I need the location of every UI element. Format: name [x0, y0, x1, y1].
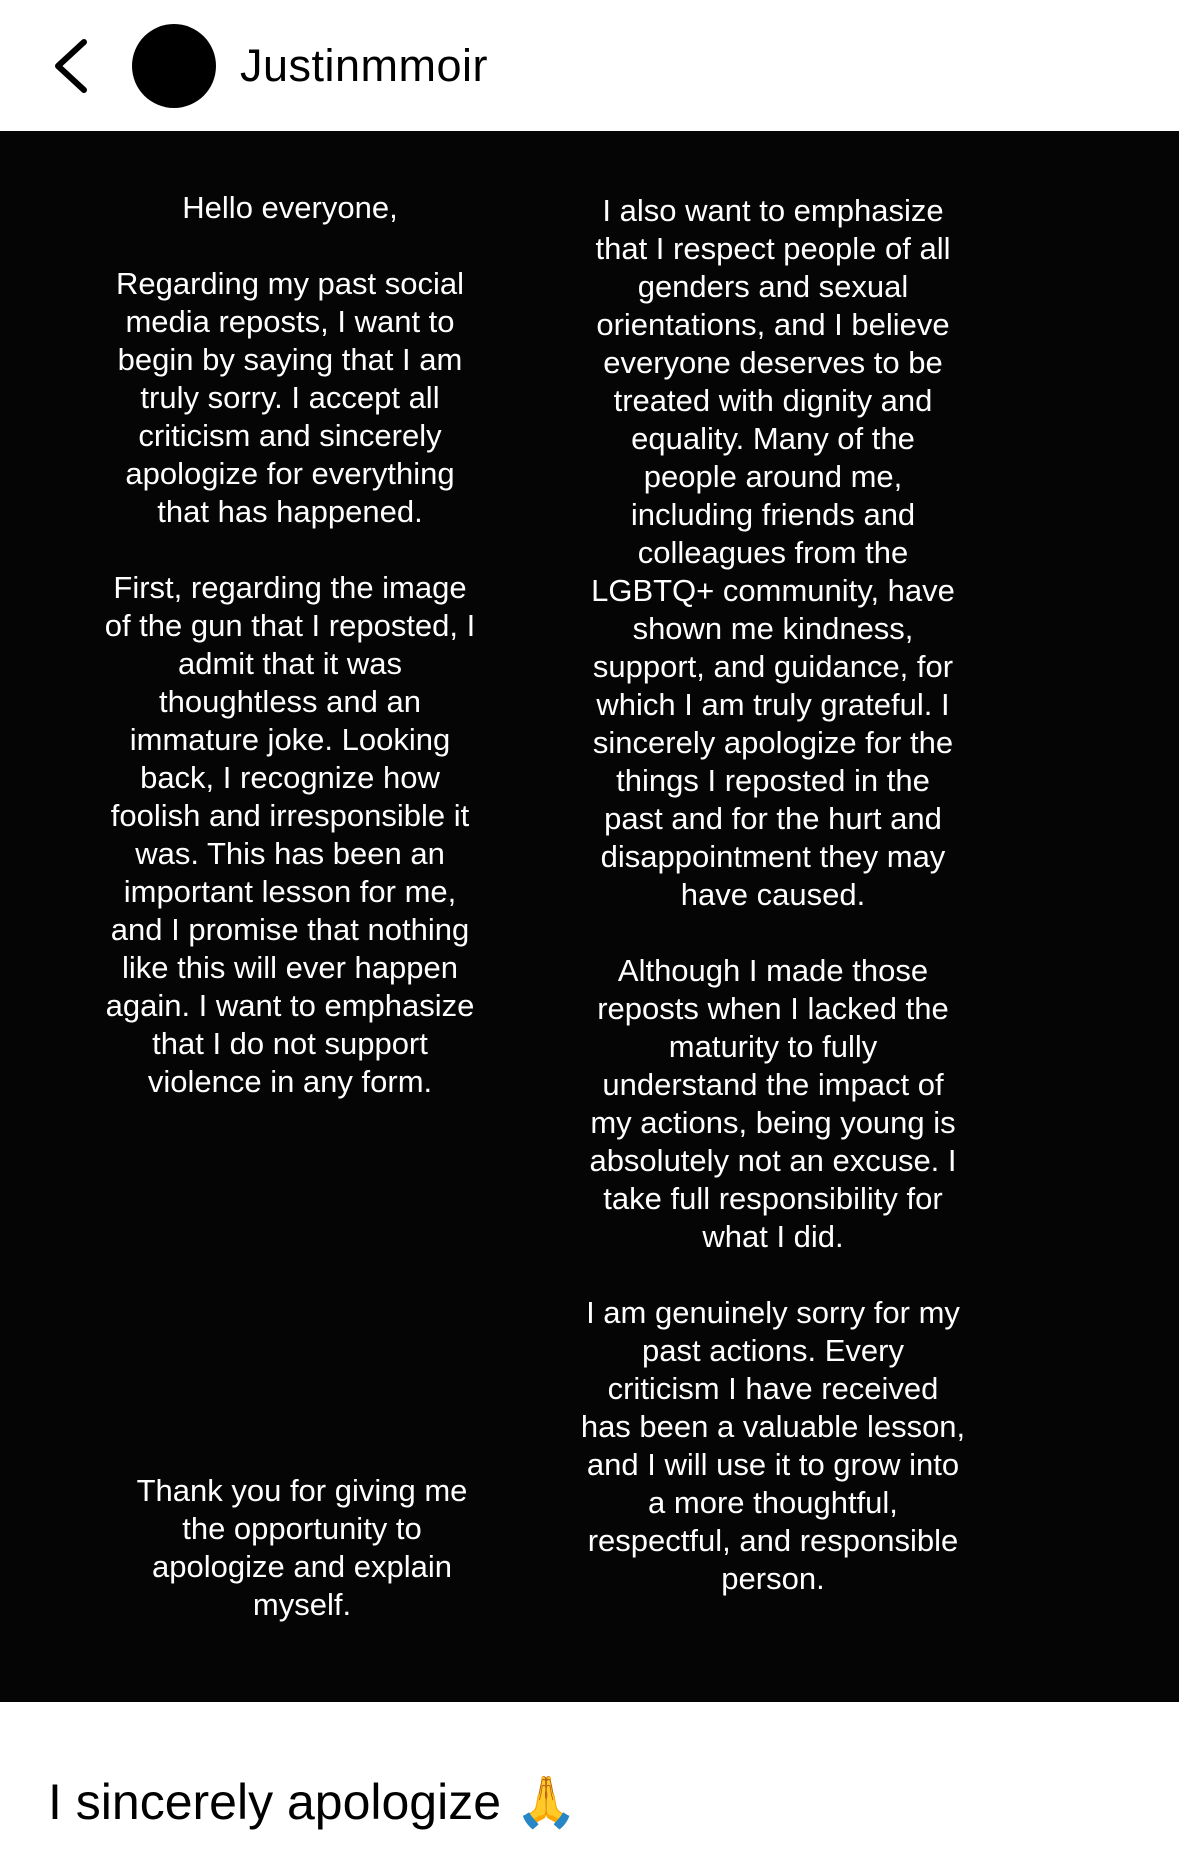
post-caption	[48, 1770, 577, 1834]
avatar[interactable]	[132, 24, 216, 108]
app-header	[0, 0, 1179, 131]
chevron-left-icon[interactable]	[44, 36, 100, 96]
statement-left-column: Hello everyone, Regarding my past social media reposts, I want to begin by saying that I am truly sorry. I accept all criticism and sincerely apologize for everything that has happened. First, regarding the image of the gun that I reposted, I admit that it was thoughtless and an immature joke. Looking back, I recognize how foolish and irresponsible it was. This has been an important lesson for me, and I promise that nothing like this will ever happen again. I want to emphasize that I do not support violence in any form.	[104, 190, 476, 1099]
folded-hands-icon: 🙏	[514, 1773, 578, 1831]
post-image	[0, 131, 1179, 1702]
statement-closing: Thank you for giving me the opportunity to apologize and explain myself.	[136, 1473, 468, 1622]
username[interactable]: Justinmmoir	[240, 40, 489, 91]
statement-right-column: I also want to emphasize that I respect people of all genders and sexual orientations, and I believe everyone deserves to be treated with dignity and equality. Many of the people around me, including friends and colleagues from the LGBTQ+ community, have shown me kindness, support, and guidance, for which I am truly grateful. I sincerely apologize for the things I reposted in the past and for the hurt and disappointment they may have caused. Although I made those reposts when I lacked the maturity to fully understand the impact of my actions, being young is absolutely not an excuse. I take full responsibility for what I did. I am genuinely sorry for my past actions. Every criticism I have received has been a valuable lesson, and I will use it to grow into a more thoughtful, respectful, and responsible person.	[580, 193, 966, 1596]
caption-text: I sincerely apologize	[48, 1774, 502, 1830]
